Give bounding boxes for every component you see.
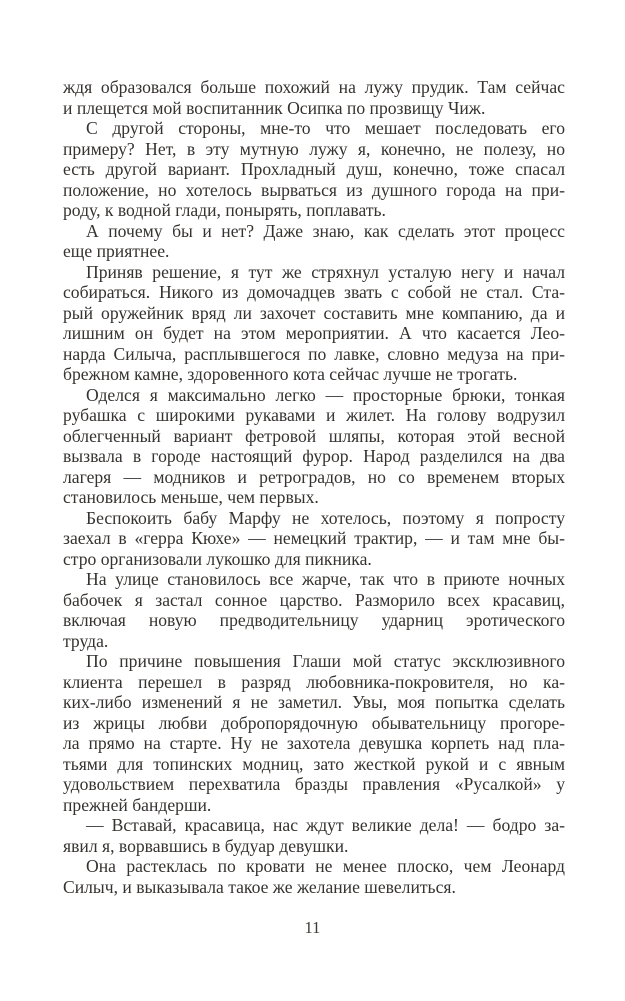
text-line: вызвала в городе настоящий фурор. Народ разделился на два xyxy=(63,446,565,466)
text-line: ких-либо изменений я не заметил. Увы, моя попытка сделать xyxy=(63,692,565,712)
text-line: бабочек я застал сонное царство. Разморило всех красавиц, xyxy=(63,589,565,610)
text-line: рый оружейник вряд ли захочет составить мне компанию, да и xyxy=(63,302,565,323)
text-line: тьями для топинских модниц, зато жесткой рукой и с явным xyxy=(63,753,565,774)
text-line: и плещется мой воспитанник Осипка по прозвищу Чиж. xyxy=(63,97,486,118)
text-line: включая новую предводительницу ударниц эротического xyxy=(63,610,565,630)
paragraph xyxy=(63,77,565,118)
text-line: удовольствием перехватила бразды правления «Русалкой» у xyxy=(63,774,565,794)
paragraph xyxy=(63,262,565,385)
text-line: роду, к водной глади, понырять, поплавать. xyxy=(63,200,386,220)
paragraph xyxy=(63,569,565,651)
paragraph xyxy=(63,385,565,508)
text-line: нарда Силыча, расплывшегося по лавке, словно медуза на при- xyxy=(63,343,565,364)
paragraph xyxy=(63,221,565,262)
text-line: Приняв решение, я тут же стряхнул усталую негу и начал xyxy=(86,261,565,282)
text-line: брежном камне, здоровенного кота сейчас лучше не трогать. xyxy=(63,364,518,384)
text-line: становилось меньше, чем первых. xyxy=(63,487,319,507)
text-line: На улице становилось все жарче, так что в приюте ночных xyxy=(86,569,565,589)
text-line: лагеря — модников и ретроградов, но со временем вторых xyxy=(63,466,565,487)
text-line: собираться. Никого из домочадцев звать с собой не стал. Ста- xyxy=(63,282,565,302)
text-line: ла прямо на старте. Ну не захотела девушка корпеть над пла- xyxy=(63,733,565,753)
text-line: А почему бы и нет? Даже знаю, как сделать этот процесс xyxy=(86,220,565,241)
text-line: из жрицы любви добропорядочную обывательницу прогоре- xyxy=(63,712,565,733)
text-line: положение, но хотелось вырваться из душного города на при- xyxy=(63,179,565,200)
text-line: стро организовали лукошко для пикника. xyxy=(63,548,372,569)
text-line: Силыч, и выказывала такое же желание шевелиться. xyxy=(63,876,456,897)
paragraph xyxy=(63,118,565,221)
text-line: рубашка с широкими рукавами и жилет. На голову водрузил xyxy=(63,405,565,425)
text-line: заехал в «герра Кюхе» — немецкий трактир, — и там мне бы- xyxy=(63,528,565,548)
text-line: облегченный вариант фетровой шляпы, которая этой весной xyxy=(63,425,565,446)
text-line: примеру? Нет, в эту мутную лужу я, конечно, не полезу, но xyxy=(63,138,565,159)
text-line: По причине повышения Глаши мой статус эксклюзивного xyxy=(86,651,565,671)
text-line: лишним он будет на этом мероприятии. А что касается Лео- xyxy=(63,323,565,343)
text-line: Оделся я максимально легко — просторные брюки, тонкая xyxy=(86,384,565,405)
page-number: 11 xyxy=(304,918,321,937)
text-line: труда. xyxy=(63,630,109,651)
paragraph xyxy=(63,856,565,897)
text-line: есть другой вариант. Прохладный душ, конечно, тоже спасал xyxy=(63,159,565,179)
paragraph xyxy=(63,815,565,856)
text-line: Беспокоить бабу Марфу не хотелось, поэтому я попросту xyxy=(86,507,565,528)
text-line: еще приятнее. xyxy=(63,241,170,261)
text-line: С другой стороны, мне-то что мешает последовать его xyxy=(86,118,565,138)
text-line: прежней бандерши. xyxy=(63,794,212,815)
text-line: Она растеклась по кровати не менее плоско, чем Леонард xyxy=(86,856,565,876)
text-block xyxy=(63,77,565,897)
text-line: клиента перешел в разряд любовника-покровителя, но ка- xyxy=(63,671,565,692)
text-line: явил я, ворвавшись в будуар девушки. xyxy=(63,835,349,856)
paragraph xyxy=(63,508,565,570)
text-line: — Вставай, красавица, нас ждут великие дела! — бодро за- xyxy=(86,815,565,835)
text-line: ждя образовался больше похожий на лужу прудик. Там сейчас xyxy=(63,77,565,97)
paragraph xyxy=(63,651,565,815)
